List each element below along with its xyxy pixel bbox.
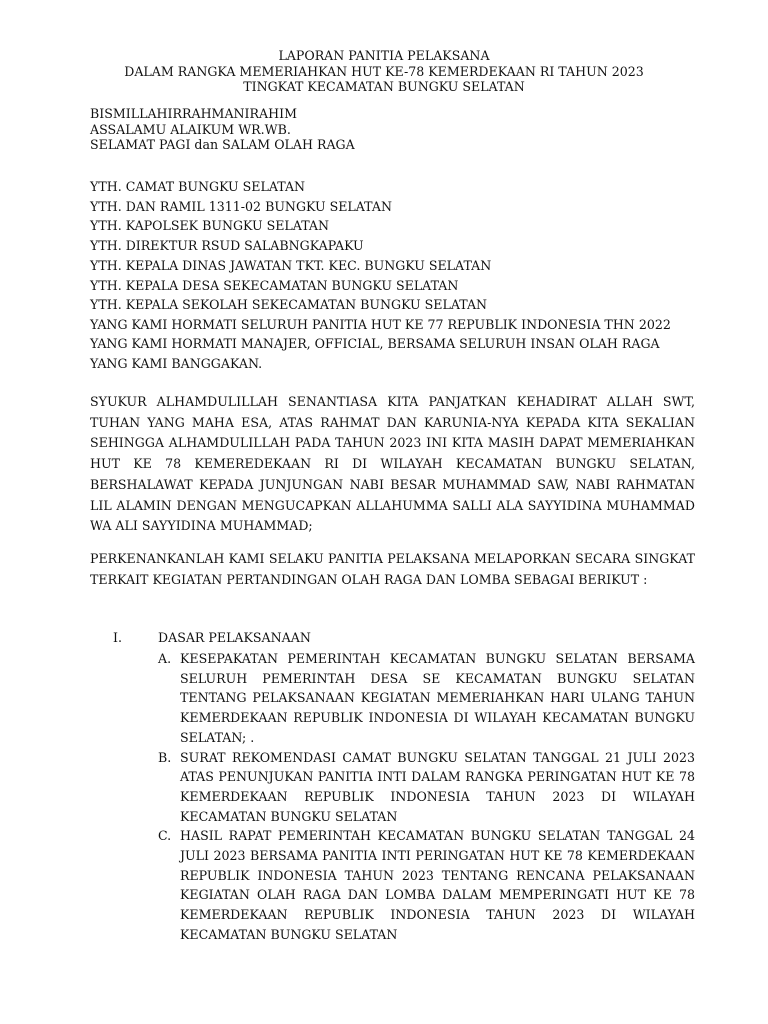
greeting-block: [90, 106, 355, 153]
item-letter: B.: [158, 749, 172, 765]
addressee-line: YTH. DIREKTUR RSUD SALABNGKAPAKU: [90, 238, 364, 254]
item-text: HASIL RAPAT PEMERINTAH KECAMATAN BUNGKU SELATAN TANGGAL 24 JULI 2023 BERSAMA PANITIA INTI PERINGATAN HUT KE 78 KEMERDEKAAN REPUBLIK INDONESIA TAHUN 2023 TENTANG RENCANA PELAKSANAAN KEGIATAN OLAH RAGA DAN LOMBA DALAM MEMPERINGATI HUT KE 78 KEMERDEKAAN REPUBLIK INDONESIA TAHUN 2023 DI WILAYAH KECAMATAN BUNGKU SELATAN: [180, 828, 695, 942]
addressee-list: [90, 177, 695, 373]
addressee-line: YTH. CAMAT BUNGKU SELATAN: [90, 179, 306, 194]
item-text: KESEPAKATAN PEMERINTAH KECAMATAN BUNGKU SELATAN BERSAMA SELURUH PEMERINTAH DESA SE KECAMATAN BUNGKU SELATAN TENTANG PELAKSANAAN KEGIATAN MEMERIAHKAN HARI ULANG TAHUN KEMERDEKAAN REPUBLIK INDONESIA DI WILAYAH KECAMATAN BUNGKU SELATAN; .: [180, 651, 695, 745]
addressee-line: YTH. KEPALA DINAS JAWATAN TKT. KEC. BUNGKU SELATAN: [90, 257, 492, 273]
honored-line: YANG KAMI BANGGAKAN.: [90, 355, 263, 371]
item-text: SURAT REKOMENDASI CAMAT BUNGKU SELATAN TANGGAL 21 JULI 2023 ATAS PENUNJUKAN PANITIA INTI DALAM RANGKA PERINGATAN HUT KE 78 KEMERDEKAAN REPUBLIK INDONESIA TAHUN 2023 DI WILAYAH KECAMATAN BUNGKU SELATAN: [180, 749, 695, 824]
list-item: [158, 826, 695, 944]
title-line-1: LAPORAN PANITIA PELAKSANA: [278, 48, 490, 63]
honored-line: YANG KAMI HORMATI MANAJER, OFFICIAL, BERSAMA SELURUH INSAN OLAH RAGA: [90, 336, 660, 352]
document-title: [0, 48, 768, 95]
greeting-line: BISMILLAHIRRAHMANIRAHIM: [90, 106, 297, 121]
addressee-line: YTH. DAN RAMIL 1311-02 BUNGKU SELATAN: [90, 198, 393, 214]
addressee-line: YTH. KEPALA DESA SEKECAMATAN BUNGKU SELATAN: [90, 277, 459, 293]
section-number: I.: [113, 630, 122, 645]
item-letter: A.: [158, 651, 172, 666]
greeting-line: ASSALAMU ALAIKUM WR.WB.: [90, 121, 291, 137]
title-line-2: DALAM RANGKA MEMERIAHKAN HUT KE-78 KEMERDEKAAN RI TAHUN 2023: [124, 63, 644, 79]
list-item: [158, 748, 695, 827]
list-item: [158, 649, 695, 748]
section-title: DASAR PELAKSANAAN: [158, 630, 311, 645]
addressee-line: YTH. KEPALA SEKOLAH SEKECAMATAN BUNGKU SELATAN: [90, 297, 488, 313]
honored-line: YANG KAMI HORMATI SELURUH PANITIA HUT KE 77 REPUBLIK INDONESIA THN 2022: [90, 316, 671, 332]
item-letter: C.: [158, 828, 172, 844]
opening-paragraph: SYUKUR ALHAMDULILLAH SENANTIASA KITA PANJATKAN KEHADIRAT ALLAH SWT, TUHAN YANG MAHA ESA, ATAS RAHMAT DAN KARUNIA-NYA KEPADA KITA SEKALIAN SEHINGGA ALHAMDULILLAH PADA TAHUN 2023 INI KITA MASIH DAPAT MEMERIAHKAN HUT KE 78 KEMEREDEKAAN RI DI WILAYAH KECAMATAN BUNGKU SELATAN, BERSHALAWAT KEPADA JUNJUNGAN NABI BESAR MUHAMMAD SAW, NABI RAHMATAN LIL ALAMIN DENGAN MENGUCAPKAN ALLAHUMMA SALLI ALA SAYYIDINA MUHAMMAD WA ALI SAYYIDINA MUHAMMAD;: [90, 394, 695, 534]
title-line-3: TINGKAT KECAMATAN BUNGKU SELATAN: [243, 79, 525, 94]
report-intro-paragraph: PERKENANKANLAH KAMI SELAKU PANITIA PELAKSANA MELAPORKAN SECARA SINGKAT TERKAIT KEGIATAN PERTANDINGAN OLAH RAGA DAN LOMBA SEBAGAI BERIKUT :: [90, 551, 695, 587]
addressee-line: YTH. KAPOLSEK BUNGKU SELATAN: [90, 218, 330, 234]
section-item-list: [158, 649, 695, 945]
greeting-line: SELAMAT PAGI dan SALAM OLAH RAGA: [90, 137, 355, 152]
